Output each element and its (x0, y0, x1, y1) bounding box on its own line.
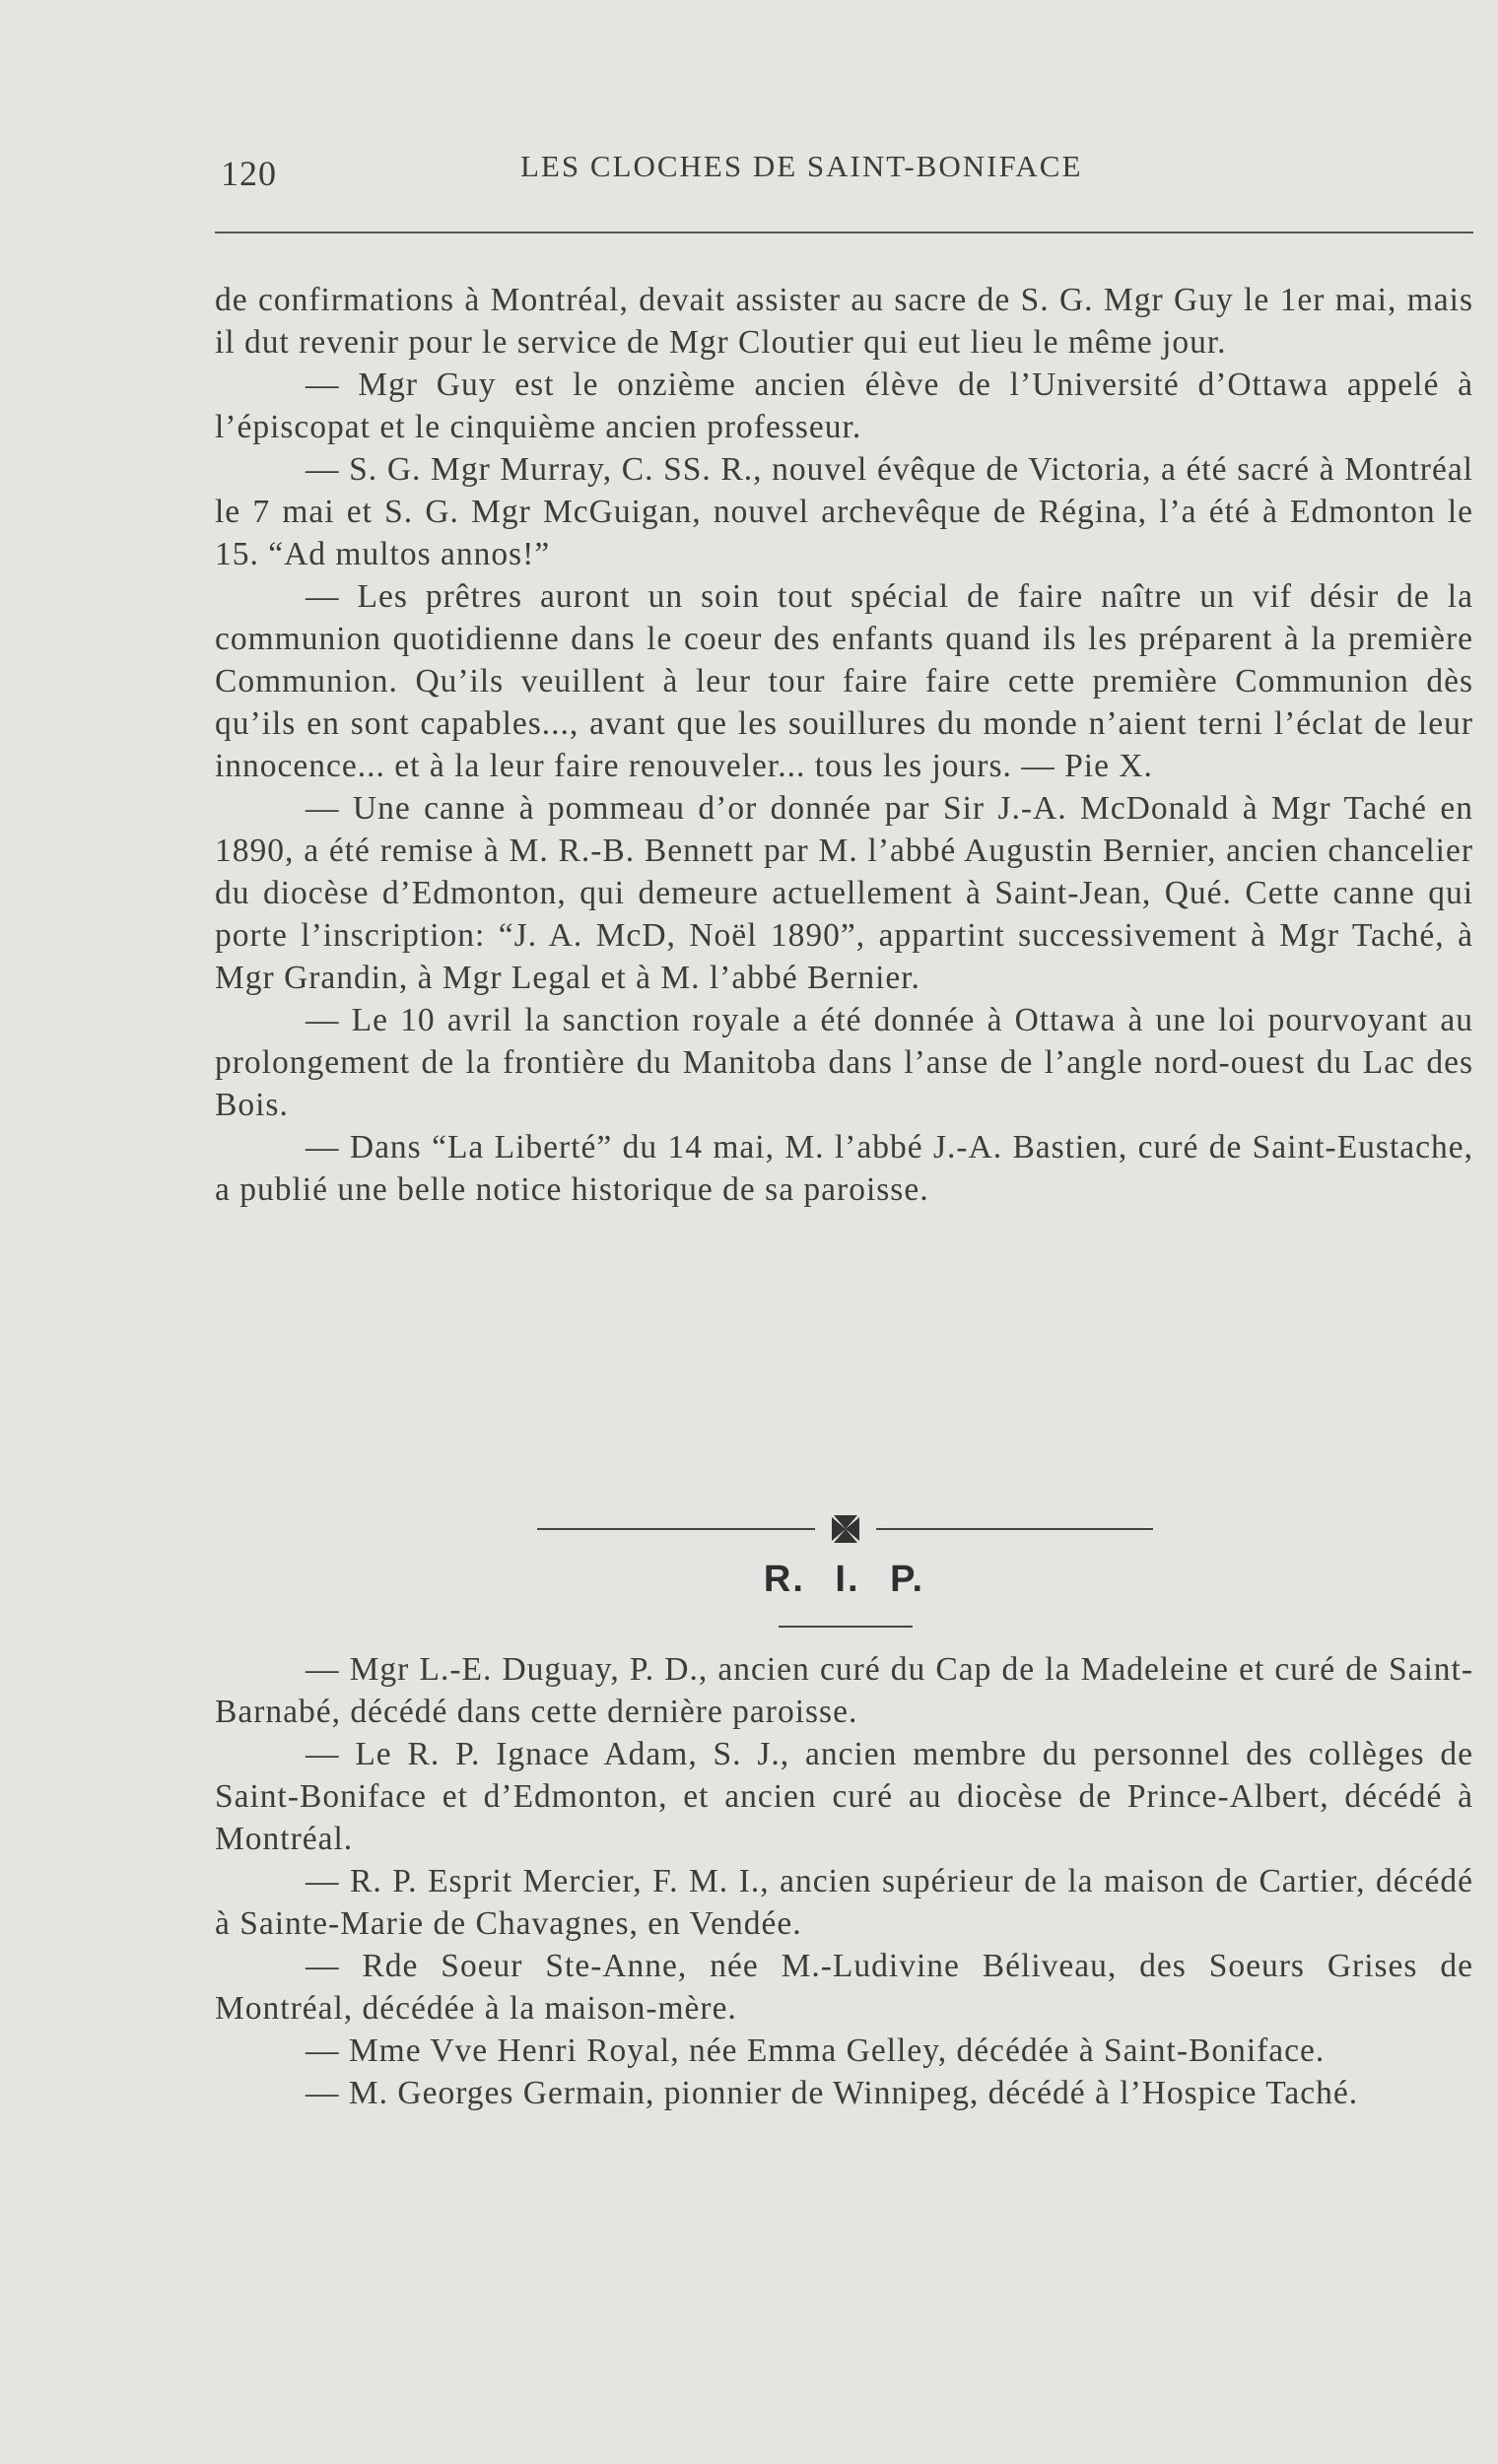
section-separator (537, 1512, 1153, 1546)
rip-rule (779, 1626, 913, 1628)
separator-line-right (876, 1528, 1154, 1530)
news-column (215, 279, 1473, 1211)
header-rule (215, 232, 1473, 233)
paragraph: de confirmations à Montréal, devait assister au sacre de S. G. Mgr Guy le 1er mai, mais il dut revenir pour le service de Mgr Cloutier qui eut lieu le même jour. (215, 282, 1473, 361)
paragraph: — Une canne à pommeau d’or donnée par Sir J.-A. McDonald à Mgr Taché en 1890, a été remise à M. R.-B. Bennett par M. l’abbé Augustin Bernier, ancien chancelier du diocèse d’Edmonton, qui demeure actuellement à Saint-Jean, Qué. Cette canne qui porte l’inscription: “J. A. McD, Noël 1890”, appartint successivement à Mgr Taché, à Mgr Grandin, à Mgr Legal et à M. l’abbé Bernier. (215, 790, 1473, 996)
running-title: LES CLOCHES DE SAINT-BONIFACE (520, 149, 1083, 183)
paragraph: — Le 10 avril la sanction royale a été donnée à Ottawa à une loi pourvoyant au prolongement de la frontière du Manitoba dans l’anse de l’angle nord-ouest du Lac des Bois. (215, 1002, 1473, 1123)
page-number: 120 (221, 154, 277, 193)
paragraph: — Les prêtres auront un soin tout spécial de faire naître un vif désir de la communion quotidienne dans le coeur des enfants quand ils les préparent à la première Communion. Qu’ils veuillent à leur tour faire faire cette première Communion dès qu’ils en sont capables..., avant que les souillures du monde n’aient terni l’éclat de leur innocence... et à la leur faire renouveler... tous les jours. — Pie X. (215, 578, 1473, 784)
paragraph: — Mgr Guy est le onzième ancien élève de l’Université d’Ottawa appelé à l’épiscopat et le cinquième ancien professeur. (215, 366, 1473, 445)
maltese-cross-icon (829, 1512, 862, 1546)
obituary-entry: — Le R. P. Ignace Adam, S. J., ancien membre du personnel des collèges de Saint-Boniface et d’Edmonton, et ancien curé au diocèse de Prince-Albert, décédé à Montréal. (215, 1736, 1473, 1857)
obituary-list (215, 1648, 1473, 2114)
paragraph: — S. G. Mgr Murray, C. SS. R., nouvel évêque de Victoria, a été sacré à Montréal le 7 mai et S. G. Mgr McGuigan, nouvel archevêque de Régina, l’a été à Edmonton le 15. “Ad multos annos!” (215, 451, 1473, 572)
obituary-entry: — M. Georges Germain, pionnier de Winnipeg, décédé à l’Hospice Taché. (306, 2075, 1359, 2111)
obituary-entry: — R. P. Esprit Mercier, F. M. I., ancien supérieur de la maison de Cartier, décédé à Sainte-Marie de Chavagnes, en Vendée. (215, 1863, 1473, 1942)
obituary-entry: — Mme Vve Henri Royal, née Emma Gelley, décédée à Saint-Boniface. (306, 2032, 1326, 2069)
obituary-entry: — Mgr L.-E. Duguay, P. D., ancien curé du Cap de la Madeleine et curé de Saint-Barnabé, décédé dans cette dernière paroisse. (215, 1651, 1473, 1730)
rip-heading: R. I. P. (763, 1559, 925, 1600)
obituary-entry: — Rde Soeur Ste-Anne, née M.-Ludivine Béliveau, des Soeurs Grises de Montréal, décédée à la maison-mère. (215, 1948, 1473, 2027)
page-header (215, 149, 1473, 202)
paragraph: — Dans “La Liberté” du 14 mai, M. l’abbé J.-A. Bastien, curé de Saint-Eustache, a publié une belle notice historique de sa paroisse. (215, 1129, 1473, 1208)
separator-line-left (537, 1528, 815, 1530)
